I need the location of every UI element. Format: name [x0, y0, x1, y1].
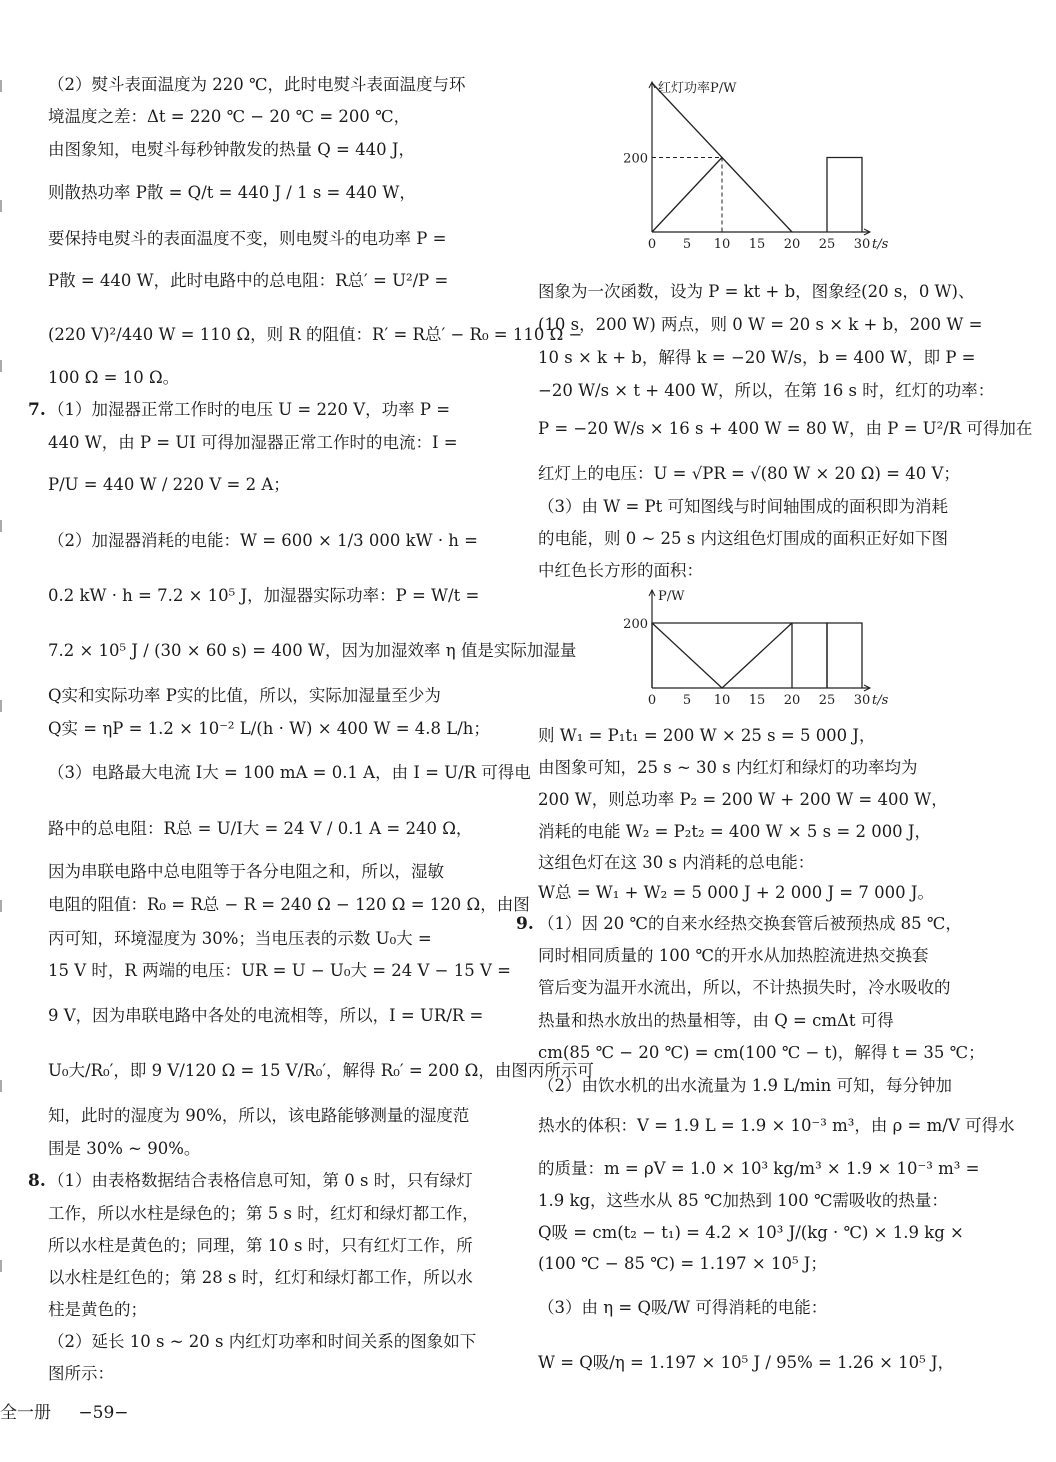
text-line: （1）加湿器正常工作时的电压 U = 220 V，功率 P =	[48, 400, 451, 419]
text-line: 图所示：	[48, 1364, 114, 1383]
margin-mark	[0, 80, 10, 92]
text-line: 消耗的电能 W₂ = P₂t₂ = 400 W × 5 s = 2 000 J，	[538, 822, 932, 841]
text-line: P/U = 440 W / 220 V = 2 A；	[48, 475, 290, 494]
text-line: 热水的体积：V = 1.9 L = 1.9 × 10⁻³ m³，由 ρ = m/V 可得水	[538, 1116, 1015, 1135]
text-line: Q吸 = cm(t₂ − t₁) = 4.2 × 10³ J/(kg · ℃) × 1.9 kg ×	[538, 1223, 964, 1242]
margin-mark	[0, 360, 10, 372]
margin-mark	[0, 520, 10, 532]
text-line: W = Q吸/η = 1.197 × 10⁵ J / 95% = 1.26 × 10⁵ J，	[538, 1353, 955, 1372]
text-line: 则散热功率 P散 = Q/t = 440 J / 1 s = 440 W，	[48, 183, 416, 202]
text-line: 柱是黄色的；	[48, 1300, 147, 1319]
margin-mark	[0, 1260, 10, 1272]
x-tick-label: 15	[748, 237, 766, 252]
series-line	[827, 623, 862, 688]
text-line: 路中的总电阻：R总 = U/I大 = 24 V / 0.1 A = 240 Ω，	[48, 819, 473, 838]
y-tick-label: 200	[623, 617, 648, 632]
text-line: （1）由表格数据结合表格信息可知，第 0 s 时，只有绿灯	[48, 1171, 473, 1190]
page-footer	[0, 1402, 129, 1424]
text-line: 的电能，则 0 ~ 25 s 内这组色灯围成的面积正好如下图	[538, 529, 949, 548]
text-line: P = −20 W/s × 16 s + 400 W = 80 W，由 P = U²/R 可得加在	[538, 419, 1033, 438]
text-line: 由图象可知，25 s ~ 30 s 内红灯和绿灯的功率均为	[538, 758, 918, 777]
text-line: Q实和实际功率 P实的比值，所以，实际加湿量至少为	[48, 686, 441, 705]
text-line: W总 = W₁ + W₂ = 5 000 J + 2 000 J = 7 000 J。	[538, 883, 934, 902]
text-line: 则 W₁ = P₁t₁ = 200 W × 25 s = 5 000 J，	[538, 726, 876, 745]
margin-mark	[0, 1080, 10, 1092]
x-tick-label: 20	[783, 693, 801, 708]
page-number: −59−	[78, 1403, 129, 1423]
text-line: 15 V 时，R 两端的电压：UR = U − U₀大 = 24 V − 15 V =	[48, 961, 511, 980]
text-line: （3）由 η = Q吸/W 可得消耗的电能：	[538, 1298, 828, 1317]
x-tick-label: 5	[682, 237, 692, 252]
x-axis-label: t/s	[872, 693, 889, 708]
margin-mark	[0, 200, 10, 212]
series-line	[652, 158, 722, 233]
book-label: 全一册	[0, 1403, 51, 1423]
text-line: cm(85 ℃ − 20 ℃) = cm(100 ℃ − t)，解得 t = 35 ℃；	[538, 1043, 985, 1062]
text-line: 9 V，因为串联电路中各处的电流相等，所以，I = UR/R =	[48, 1006, 484, 1025]
text-line: 电阻的阻值：R₀ = R总 − R = 240 Ω − 120 Ω = 120 Ω，由图	[48, 895, 530, 914]
text-line: 0.2 kW · h = 7.2 × 10⁵ J，加湿器实际功率：P = W/t =	[48, 586, 480, 605]
x-axis-label: t/s	[872, 237, 889, 252]
text-line: 境温度之差：Δt = 220 ℃ − 20 ℃ = 200 ℃，	[48, 107, 411, 126]
text-line: 同时相同质量的 100 ℃的开水从加热腔流进热交换套	[538, 946, 929, 965]
text-line: 工作，所以水柱是绿色的；第 5 s 时，红灯和绿灯都工作，	[48, 1204, 479, 1223]
text-line: 因为串联电路中总电阻等于各分电阻之和，所以，湿敏	[48, 862, 444, 881]
x-tick-label: 0	[647, 693, 657, 708]
text-line: （3）电路最大电流 I大 = 100 mA = 0.1 A，由 I = U/R 可得电	[48, 763, 531, 782]
text-line: 这组色灯在这 30 s 内消耗的总电能：	[538, 853, 815, 872]
text-line: 440 W，由 P = UI 可得加湿器正常工作时的电流：I =	[48, 433, 458, 452]
text-line: 1.9 kg，这些水从 85 ℃加热到 100 ℃需吸收的热量：	[538, 1191, 948, 1210]
red-light-power-chart	[618, 78, 910, 270]
text-line: (10 s，200 W) 两点，则 0 W = 20 s × k + b，200 W =	[538, 315, 983, 334]
margin-mark	[0, 700, 10, 712]
question-number: 8.	[28, 1171, 46, 1191]
text-line: 由图象知，电熨斗每秒钟散发的热量 Q = 440 J，	[48, 140, 415, 159]
x-tick-label: 25	[818, 693, 836, 708]
text-line: 管后变为温开水流出，所以，不计热损失时，冷水吸收的	[538, 978, 951, 997]
series-line	[652, 623, 827, 688]
text-line: 图象为一次函数，设为 P = kt + b，图象经(20 s，0 W)、	[538, 282, 975, 301]
x-tick-label: 10	[713, 237, 731, 252]
text-line: P散 = 440 W，此时电路中的总电阻：R总′ = U²/P =	[48, 271, 449, 290]
x-tick-label: 10	[713, 693, 731, 708]
text-line: 以水柱是红色的；第 28 s 时，红灯和绿灯都工作，所以水	[48, 1268, 473, 1287]
text-line: 200 W，则总功率 P₂ = 200 W + 200 W = 400 W，	[538, 790, 948, 809]
text-line: 的质量：m = ρV = 1.0 × 10³ kg/m³ × 1.9 × 10⁻³ m³ =	[538, 1159, 980, 1178]
text-line: 100 Ω = 10 Ω。	[48, 368, 180, 387]
x-tick-label: 30	[853, 237, 871, 252]
x-tick-label: 20	[783, 237, 801, 252]
x-tick-label: 5	[682, 693, 692, 708]
text-line: 丙可知，环境湿度为 30%；当电压表的示数 U₀大 =	[48, 929, 432, 948]
y-axis-label: P/W	[658, 589, 685, 604]
text-line: Q实 = ηP = 1.2 × 10⁻² L/(h · W) × 400 W = 4.8 L/h；	[48, 719, 490, 738]
x-tick-label: 0	[647, 237, 657, 252]
question-number: 9.	[516, 914, 534, 934]
text-line: (220 V)²/440 W = 110 Ω，则 R 的阻值：R′ = R总′ − R₀ = 110 Ω −	[48, 325, 583, 344]
text-line: −20 W/s × t + 400 W，所以，在第 16 s 时，红灯的功率：	[538, 381, 995, 400]
text-line: 知，此时的湿度为 90%，所以，该电路能够测量的湿度范	[48, 1106, 470, 1125]
text-line: 红灯上的电压：U = √PR = √(80 W × 20 Ω) = 40 V；	[538, 464, 960, 483]
text-line: 热量和热水放出的热量相等，由 Q = cmΔt 可得	[538, 1011, 894, 1030]
text-line: 所以水柱是黄色的；同理，第 10 s 时，只有红灯工作，所	[48, 1236, 473, 1255]
lights-power-chart	[618, 588, 910, 716]
text-line: （2）熨斗表面温度为 220 ℃，此时电熨斗表面温度与环	[48, 75, 466, 94]
text-line: (100 ℃ − 85 ℃) = 1.197 × 10⁵ J；	[538, 1254, 827, 1273]
text-line: 围是 30% ~ 90%。	[48, 1139, 201, 1158]
text-line: 要保持电熨斗的表面温度不变，则电熨斗的电功率 P =	[48, 229, 447, 248]
text-line: 7.2 × 10⁵ J / (30 × 60 s) = 400 W，因为加湿效率 η 值是实际加湿量	[48, 641, 577, 660]
y-tick-label: 200	[623, 151, 648, 167]
margin-mark	[0, 900, 10, 912]
series-line	[652, 623, 792, 688]
text-line: （1）因 20 ℃的自来水经热交换套管后被预热成 85 ℃，	[538, 914, 962, 933]
y-axis-label: 红灯功率P/W	[658, 81, 737, 96]
text-line: （2）延长 10 s ~ 20 s 内红灯功率和时间关系的图象如下	[48, 1332, 477, 1351]
series-line	[827, 158, 862, 233]
text-line: （2）由饮水机的出水流量为 1.9 L/min 可知，每分钟加	[538, 1076, 953, 1095]
text-line: U₀大/R₀′，即 9 V/120 Ω = 15 V/R₀′，解得 R₀′ = 200 Ω，由图丙所示可	[48, 1061, 594, 1080]
x-tick-label: 25	[818, 237, 836, 252]
x-tick-label: 15	[748, 693, 766, 708]
x-tick-label: 30	[853, 693, 871, 708]
question-number: 7.	[28, 400, 46, 420]
text-line: （2）加湿器消耗的电能：W = 600 × 1/3 000 kW · h =	[48, 531, 479, 550]
text-line: 10 s × k + b，解得 k = −20 W/s，b = 400 W，即 P =	[538, 348, 976, 367]
text-line: （3）由 W = Pt 可知图线与时间轴围成的面积即为消耗	[538, 497, 948, 516]
text-line: 中红色长方形的面积：	[538, 561, 703, 580]
